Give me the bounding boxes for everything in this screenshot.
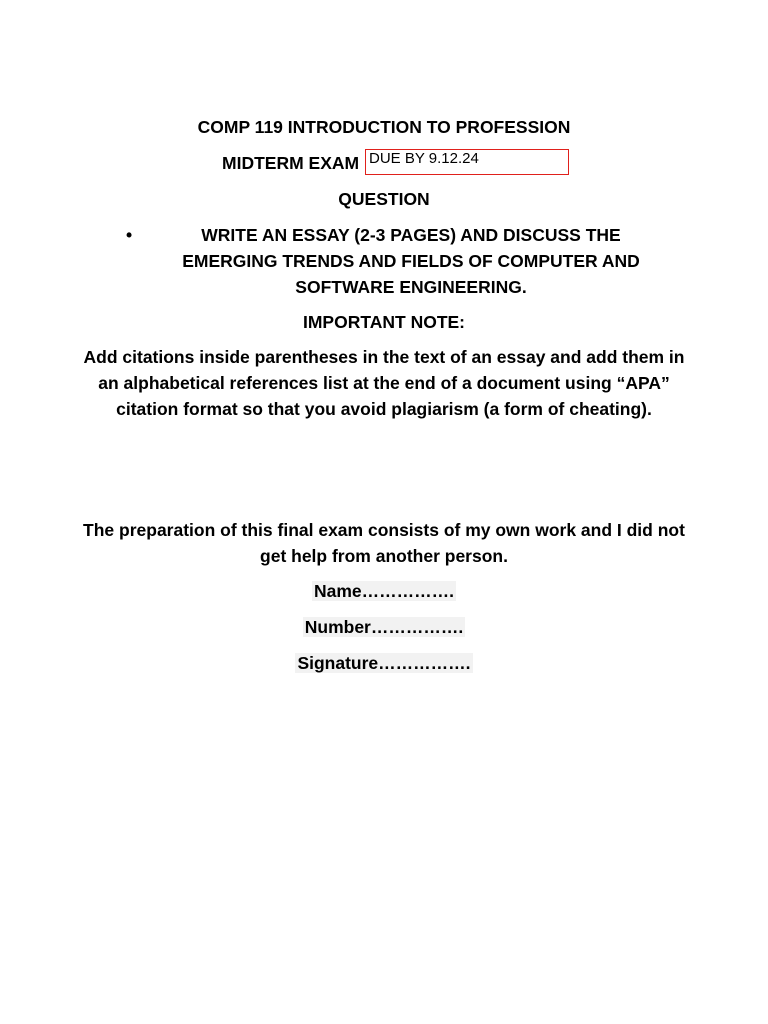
exam-label: MIDTERM EXAM (222, 153, 360, 173)
name-field (0, 578, 768, 604)
number-field (0, 614, 768, 640)
bullet-icon: • (126, 225, 133, 245)
name-field-label: Name……………. (313, 581, 455, 601)
declaration-text: The preparation of this final exam consists of my own work and I did not get help from another person. (83, 520, 685, 566)
note-text: Add citations inside parentheses in the text of an essay and add them in an alphabetical references list at the end of a document using “APA” citation format so that you avoid plagiarism (a form of cheating). (83, 347, 685, 419)
question-text: WRITE AN ESSAY (2-3 PAGES) AND DISCUSS THE EMERGING TRENDS AND FIELDS OF COMPUTER AND SOFTWARE ENGINEERING. (182, 225, 640, 297)
number-field-label: Number……………. (304, 617, 464, 637)
question-heading: QUESTION (338, 189, 430, 209)
due-date-text: DUE BY 9.12.24 (369, 150, 479, 167)
signature-field-label: Signature……………. (297, 653, 471, 673)
note-heading: IMPORTANT NOTE: (302, 312, 466, 332)
exam-row (0, 149, 768, 179)
signature-field (0, 650, 768, 676)
due-date-annotation[interactable] (365, 149, 569, 175)
document-title: COMP 119 INTRODUCTION TO PROFESSION (197, 117, 571, 137)
